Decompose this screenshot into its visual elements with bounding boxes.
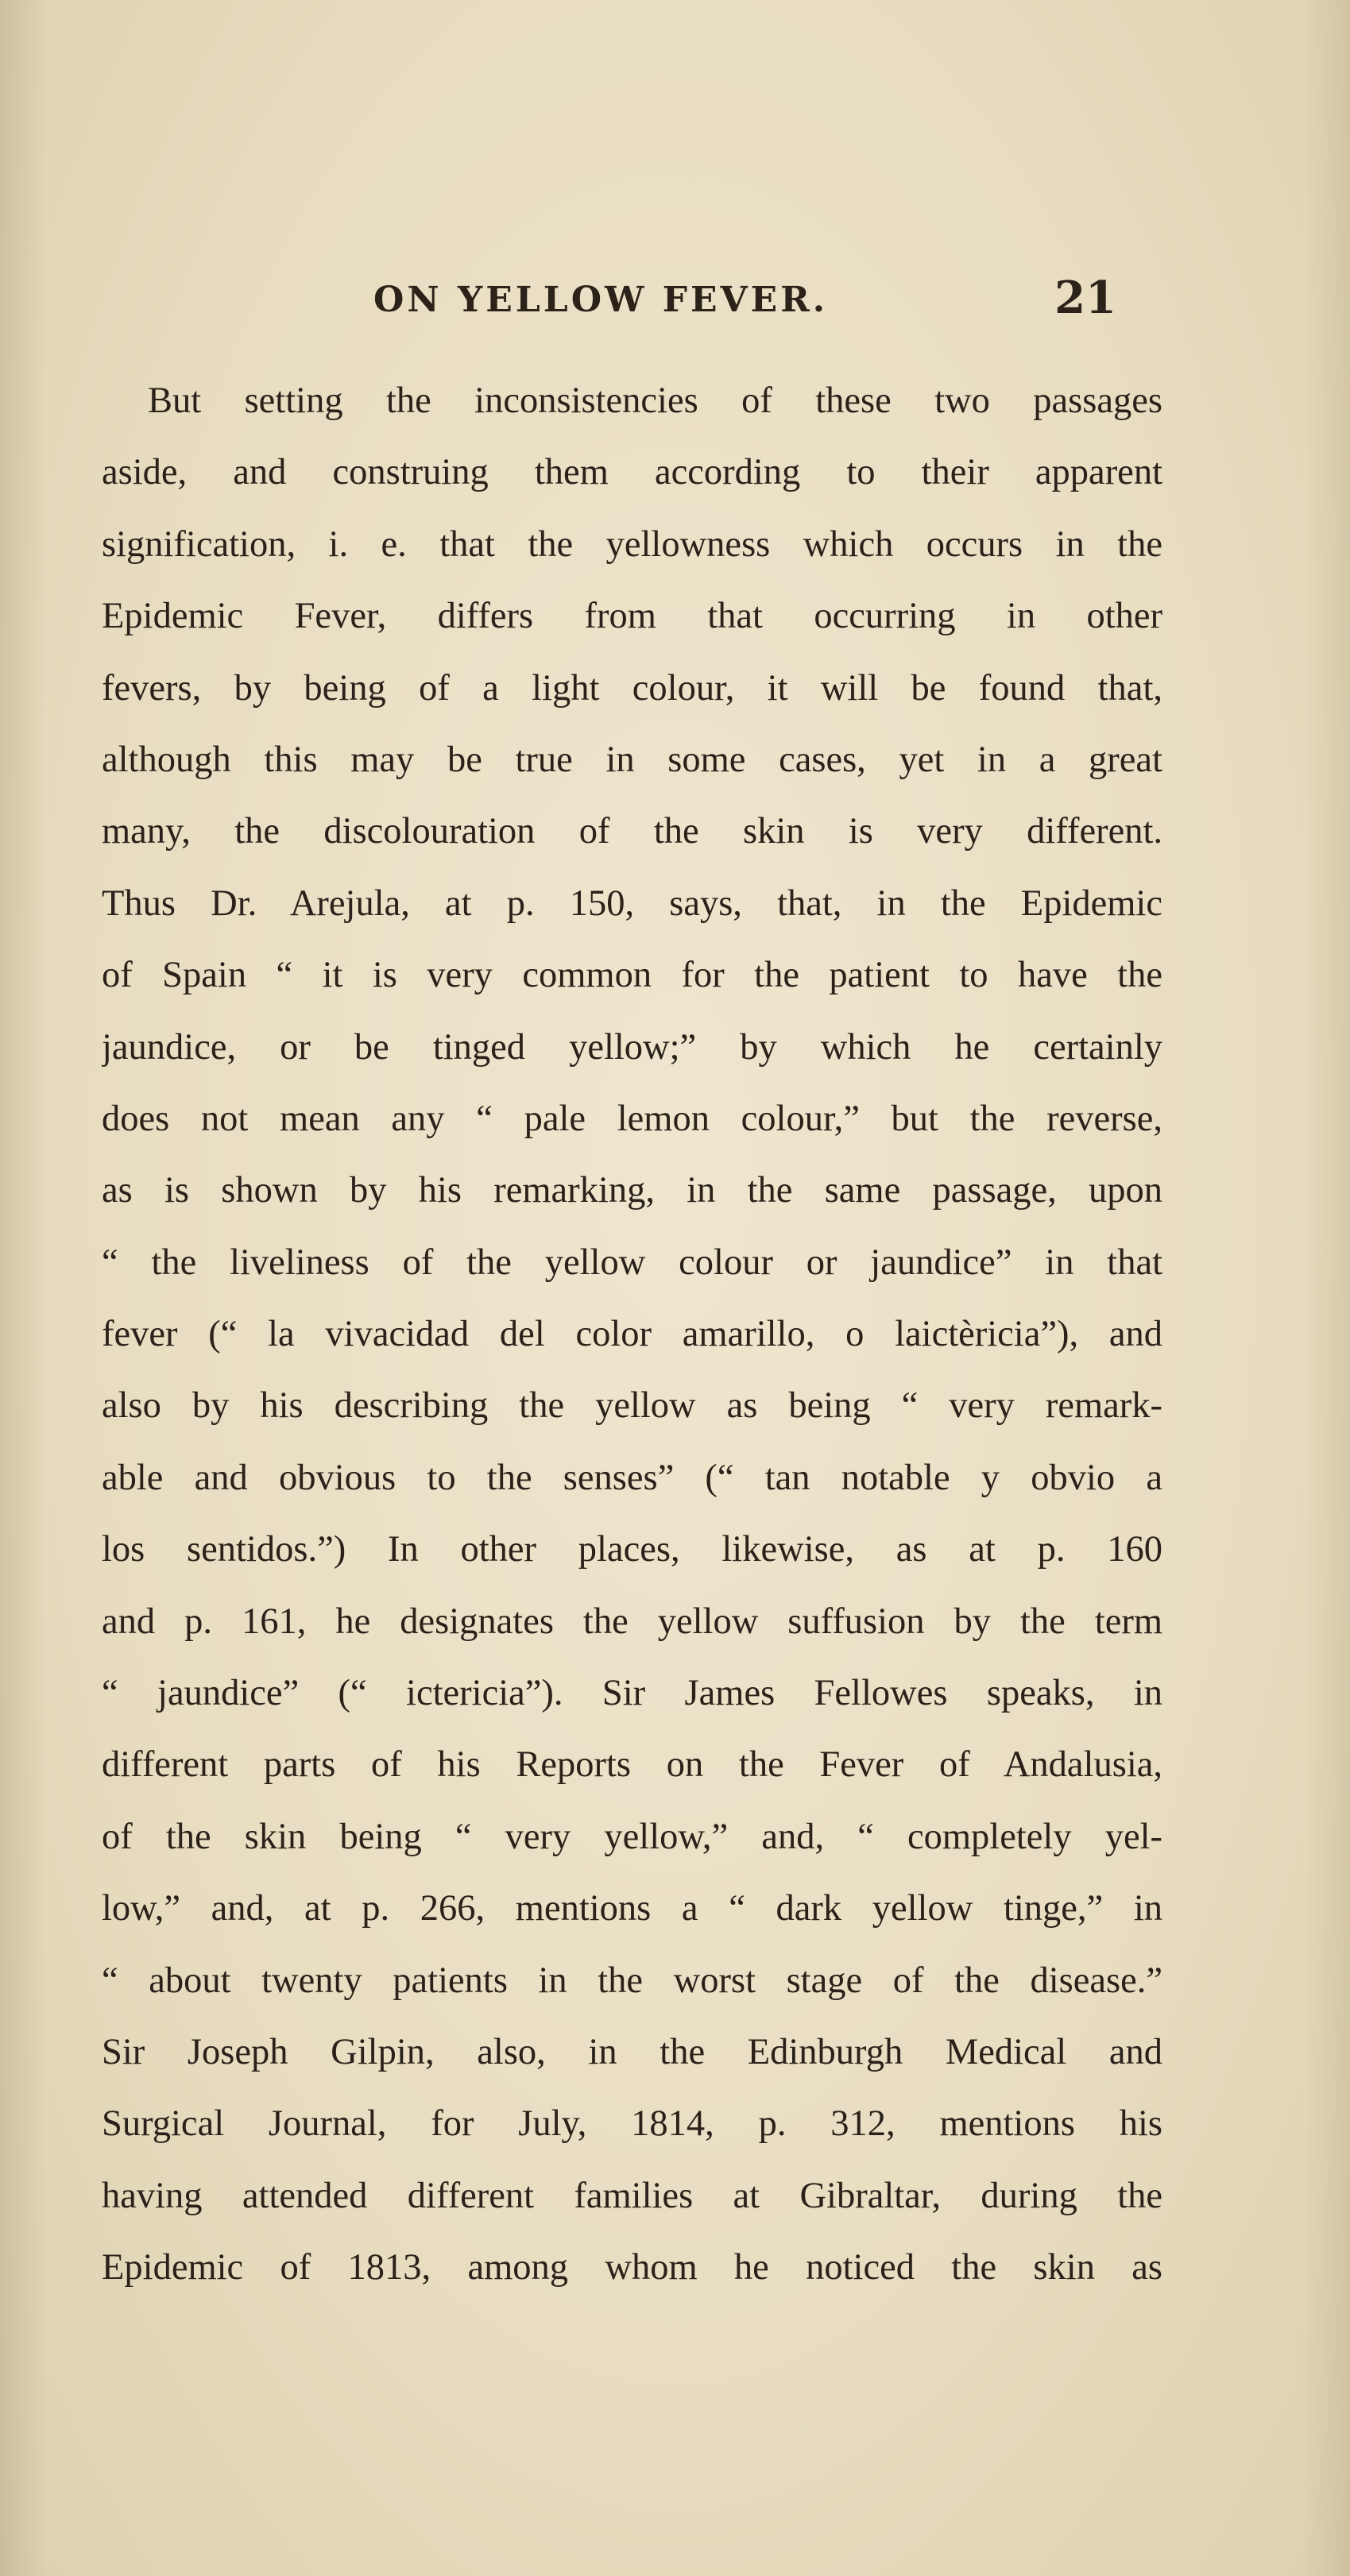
- page-right-edge-shadow: [1302, 0, 1350, 2576]
- text-line: “ the liveliness of the yellow colour or jaundice” in that: [102, 1242, 1162, 1283]
- page-header: [99, 272, 1164, 327]
- text-line: “ about twenty patients in the worst stage of the disease.”: [102, 1960, 1162, 2001]
- text-line: of the skin being “ very yellow,” and, “ completely yel-: [102, 1816, 1162, 1857]
- text-line: jaundice, or be tinged yellow;” by which he certainly: [102, 1026, 1162, 1068]
- text-line: as is shown by his remarking, in the same passage, upon: [102, 1170, 1162, 1211]
- text-line: “ jaundice” (“ ictericia”). Sir James Fellowes speaks, in: [102, 1673, 1162, 1714]
- text-line: having attended different families at Gibraltar, during the: [102, 2175, 1162, 2216]
- text-line: many, the discolouration of the skin is very different.: [102, 811, 1162, 852]
- text-line: able and obvious to the senses” (“ tan notable y obvio a: [102, 1457, 1162, 1498]
- page-left-edge-shadow: [0, 0, 48, 2576]
- page-number: 21: [1054, 272, 1116, 324]
- text-line: Thus Dr. Arejula, at p. 150, says, that, in the Epidemic: [102, 882, 1162, 924]
- running-title: ON YELLOW FEVER.: [373, 280, 829, 320]
- text-line: fever (“ la vivacidad del color amarillo, o laictèricia”), and: [102, 1314, 1162, 1355]
- text-line: different parts of his Reports on the Fever of Andalusia,: [102, 1744, 1162, 1786]
- text-line: los sentidos.”) In other places, likewise, as at p. 160: [102, 1529, 1162, 1570]
- text-line: although this may be true in some cases, yet in a great: [102, 739, 1162, 780]
- text-line: fevers, by being of a light colour, it will be found that,: [102, 667, 1162, 709]
- text-line: Epidemic Fever, differs from that occurring in other: [102, 596, 1162, 637]
- text-line: Surgical Journal, for July, 1814, p. 312, mentions his: [102, 2103, 1162, 2145]
- text-line: Epidemic of 1813, among whom he noticed the skin as: [102, 2247, 1162, 2288]
- text-line: low,” and, at p. 266, mentions a “ dark yellow tinge,” in: [102, 1888, 1162, 1929]
- text-line: does not mean any “ pale lemon colour,” but the reverse,: [102, 1098, 1162, 1139]
- text-line: signification, i. e. that the yellowness which occurs in the: [102, 523, 1162, 565]
- body-text: [102, 365, 1162, 2304]
- text-line: also by his describing the yellow as being “ very remark-: [102, 1385, 1162, 1427]
- text-line: of Spain “ it is very common for the patient to have the: [102, 955, 1162, 996]
- text-line: Sir Joseph Gilpin, also, in the Edinburgh Medical and: [102, 2031, 1162, 2072]
- text-line: But setting the inconsistencies of these two passages: [148, 380, 1162, 421]
- text-line: and p. 161, he designates the yellow suffusion by the term: [102, 1601, 1162, 1642]
- text-line: aside, and construing them according to their apparent: [102, 452, 1162, 493]
